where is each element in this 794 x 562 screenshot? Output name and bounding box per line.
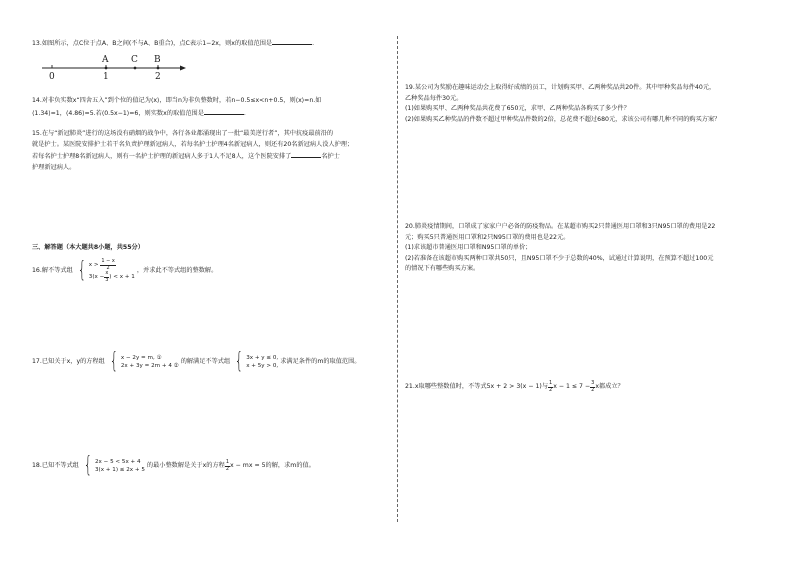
- q15-line1: 15.在与“新冠肺炎”进行的这场没有硝烟的战争中，各行各业都涌现出了一批“最美逆行者”，其中抗疫最前沿的: [32, 130, 334, 137]
- q20-part2: (2)若准备在该超市购买两种口罩共50只，且N95口罩不少于总数的40%，试通过计算说明，在预算不超过100元: [405, 254, 714, 262]
- question-14: [32, 96, 387, 119]
- q18-mid: 的最小整数解是关于x的方程: [146, 461, 225, 469]
- q16-tail: ，并求此不等式组的整数解。: [136, 266, 218, 274]
- q17-mid: 的解满足不等式组: [180, 357, 231, 365]
- question-16: [32, 259, 387, 283]
- section-3-title: 三、解答题（本大题共8小题，共55分）: [32, 244, 144, 251]
- q18-fraction-numerator: 1: [225, 459, 230, 465]
- q17-ineq2: x + 5y > 0,: [246, 363, 279, 369]
- q14-answer-blank[interactable]: [204, 107, 244, 115]
- q18-tail: x − mx = 5的解，求m的值。: [230, 461, 315, 469]
- tick-0-label: 0: [49, 72, 55, 82]
- tick-2-label: 2: [155, 72, 161, 82]
- q18-inequality-system: [81, 453, 145, 478]
- point-a-label: A: [102, 55, 109, 65]
- question-21: [405, 381, 765, 393]
- brace-icon: {: [234, 349, 244, 374]
- q16-eq1-denominator: 2: [106, 264, 110, 271]
- q21-fraction1-numerator: 1: [549, 380, 553, 386]
- q16-eq2-rhs: ) < x + 1: [109, 274, 135, 280]
- tick-1-label: 1: [103, 72, 109, 82]
- brace-icon: {: [77, 258, 86, 283]
- q16-label: 16.解不等式组: [32, 266, 73, 274]
- q18-label: 18.已知不等式组: [32, 461, 79, 469]
- q16-eq2-denominator: 3: [105, 276, 109, 283]
- q19-part2: (2)如果购买乙种奖品的件数不超过甲种奖品件数的2倍，总花费不超过680元，求该公司有哪几种不同的购买方案？: [405, 115, 721, 123]
- q19-line2: 乙种奖品每件30元。: [405, 94, 463, 102]
- q21-part-b: x − 1 ≤ 7 −: [553, 382, 591, 390]
- q17-inequality-system: [232, 349, 279, 374]
- q17-ineq1: 3x + y ≤ 0,: [246, 355, 279, 361]
- q21-part-c: x都成立？: [595, 382, 624, 390]
- column-divider: [397, 36, 398, 522]
- question-17: [32, 349, 387, 374]
- q15-line4: 护理新冠病人。: [32, 163, 76, 171]
- q14-line1: 14.对非负实数x“四舍五入”到个位的值记为⟨x⟩，即当n为非负整数时，若n−0.5≤x<n+0.5，则⟨x⟩=n.如: [32, 97, 322, 104]
- question-18: [32, 453, 387, 478]
- q21-fraction2-denominator: 2: [591, 386, 595, 393]
- q18-fraction-denominator: 2: [225, 465, 230, 472]
- q20-line1: 20.肺炎疫情期间，口罩成了家家户户必备的防疫物品。在某超市购买2只普通医用口罩和3只N95口罩的费用是22: [405, 223, 716, 230]
- brace-icon: {: [83, 453, 93, 478]
- q16-eq1-numerator: 1 − x: [101, 258, 115, 264]
- q13-answer-blank[interactable]: [272, 37, 315, 47]
- q15-line3: 若每名护士护理8名新冠病人，则有一名护士护理的新冠病人多于1人不足8人，这个医院安排了: [32, 153, 292, 160]
- question-15: [32, 129, 387, 173]
- q14-line2: ⟨1.34⟩=1，⟨4.86⟩=5.若⟨0.5x−1⟩=6，则实数x的取值范围是: [32, 109, 204, 117]
- q17-tail: 求满足条件的m的取值范围。: [280, 357, 361, 365]
- q16-eq1-lhs: x >: [88, 262, 99, 268]
- q21-part-a: 21.x取哪些整数值时，不等式5x + 2 > 3(x − 1)与: [405, 382, 549, 390]
- q16-eq2-numerator: x: [105, 270, 109, 276]
- q17-eq2: 2x + 3y = 2m + 4 ②: [120, 363, 179, 369]
- brace-icon: {: [109, 349, 119, 374]
- q13-end: .: [312, 40, 315, 47]
- q19-line1: 19.某公司为奖励在趣味运动会上取得好成绩的员工，计划购买甲、乙两种奖品共20件。其中甲种奖品每件40元，: [405, 84, 716, 91]
- question-13: [32, 37, 387, 50]
- q17-label: 17.已知关于x，y的方程组: [32, 357, 105, 365]
- q16-eq2-lhs: 3(x −: [88, 274, 105, 280]
- q15-line2: 就是护士。某医院安排护士若干名负责护理新冠病人，若每名护士护理4名新冠病人，则还有20名新冠病人没人护理；: [32, 140, 354, 148]
- q21-fraction2-numerator: 3: [591, 380, 595, 386]
- q17-eq1: x − 2y = m, ①: [120, 355, 162, 361]
- q16-inequality-system: [75, 259, 135, 283]
- q20-part1: (1)求该超市普通医用口罩和N95口罩的单价；: [405, 244, 532, 251]
- number-line: [40, 52, 190, 82]
- point-c-label: C: [131, 55, 138, 65]
- q17-equation-system: [107, 349, 179, 374]
- q19-part1: (1)如果购买甲、乙两种奖品共花费了650元，求甲、乙两种奖品各购买了多少件？: [405, 105, 630, 112]
- q20-line5: 的情况下有哪些购买方案。: [405, 265, 480, 272]
- question-19: [405, 83, 765, 125]
- q15-line3b: 名护士: [321, 153, 340, 160]
- q13-text: 13.如图所示，点C位于点A、B之间(不与A、B重合)，点C表示1−2x，则x的取值范围是: [32, 40, 273, 47]
- q20-line2: 元；购买5只普通医用口罩和2只N95口罩的费用也是22元。: [405, 233, 570, 241]
- q14-end: .: [243, 109, 246, 117]
- q18-eq2: 3(x + 1) ≤ 2x + 5: [94, 467, 145, 473]
- q15-answer-blank[interactable]: [291, 150, 321, 158]
- q21-fraction1-denominator: 2: [549, 386, 553, 393]
- point-b-label: B: [154, 55, 161, 65]
- question-20: [405, 222, 765, 275]
- q18-eq1: 2x − 5 < 5x + 4: [94, 459, 141, 465]
